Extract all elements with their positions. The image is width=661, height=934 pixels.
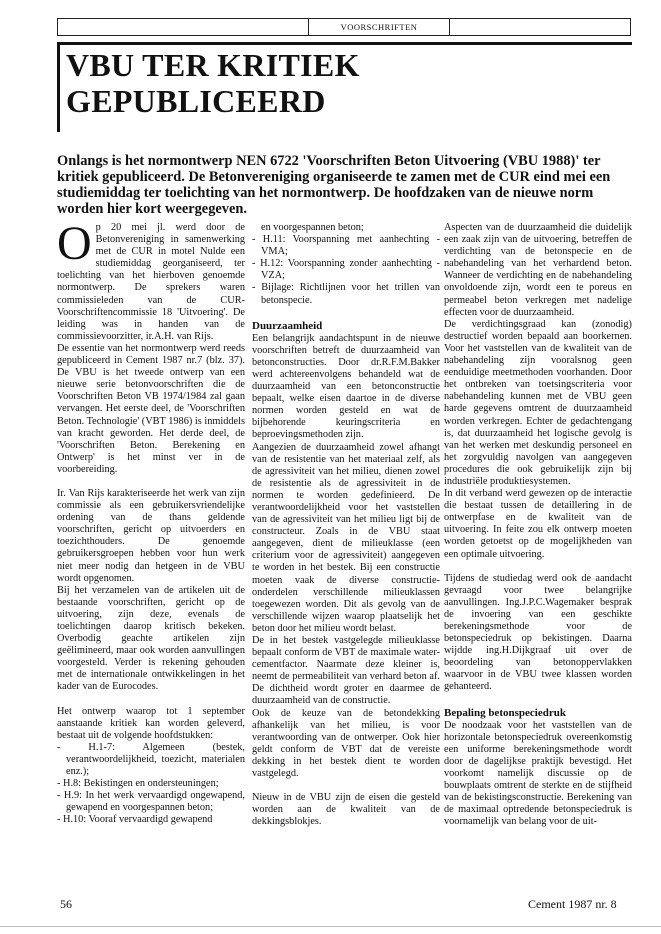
paragraph: De essentie van het normontwerp werd reeds gepubliceerd in Cement 1987 nr.7 (blz. 37). De VBU is het tweede ontwerp van een nieuwe serie betonvoorschriften die de Voorschriften Beton VB 1974/1984 zal gaan vervangen. Het eerste deel, de 'Voorschriften Beton. Technologie' (VBT 1986) is inmiddels van kracht geworden. Het derde deel, de 'Voorschriften Beton. Berekening en Ontwerp' is het minst ver in de voorbereiding. <box>57 342 245 475</box>
section-heading: Duurzaamheid <box>252 319 323 332</box>
bottom-rule <box>0 926 661 927</box>
paragraph: Een belangrijk aandachtspunt in de nieuwe voorschriften betreft de duurzaamheid van betonconstructies. Door dr.R.F.M.Bakker werd achtereenvolgens behandeld wat de duurzaamheid van een betonconstructie bepaalt, welke eisen daartoe in de diverse normen worden gesteld en wat de bijbehorende keuringscriteria en beproevingsmethoden zijn. <box>252 332 440 441</box>
list-continuation: en voorgespannen beton; <box>261 222 364 233</box>
list-item: - H.11: Voorspanning met aanhechting - VMA; <box>252 234 440 258</box>
chapter-list <box>57 742 245 827</box>
list-item: - Bijlage: Richtlijnen voor het trillen van betonspecie. <box>252 282 440 306</box>
lead-paragraph: Onlangs is het normontwerp NEN 6722 'Voorschriften Beton Uitvoering (VBU 1988)' ter kritiek gepubliceerd. De Betonvereniging organiseerde te zamen met de CUR eind mei een studiemiddag ter toelichting van het normontwerp. De hoofdzaken van de nieuwe norm worden hier kort weergegeven. <box>57 153 611 217</box>
title-line-2: GEPUBLICEERD <box>66 83 326 119</box>
paragraph: Nieuw in de VBU zijn de eisen die gesteld worden aan de kwaliteit van de dekkingsblokjes. <box>252 792 440 828</box>
paragraph: De noodzaak voor het vaststellen van de horizontale betonspeciedruk overeenkomstig een uniforme berekeningsmethode wordt door de dagelijkse praktijk bevestigd. Het voorkomt namelijk discussie op de bouwplaats omtrent de sterkte en de stijfheid van de bekistingsconstructie. Berekening van de maximaal optredende betonspeciedruk is voornamelijk van belang voor de uit- <box>444 719 632 828</box>
paragraph: In dit verband werd gewezen op de interactie die bestaat tussen de detaillering in de ontwerpfase en de kwaliteit van de uitvoering. In feite zou elk ontwerp moeten worden getoetst op de mogelijkheden van een optimale uitvoering. <box>444 488 632 560</box>
drop-cap: O <box>57 217 92 270</box>
paragraph: Bij het verzamelen van de artikelen uit de bestaande voorschriften, gericht op de uitvoering, zijn deze, evenals de toelichtingen daarop kritisch bekeken. Overbodig geachte artikelen zijn geëlimineerd, maar ook worden aanvullingen voorgesteld. Verder is rekening gehouden met de internationale ontwikkelingen in het kader van de Eurocodes. <box>57 584 245 693</box>
intro-paragraph <box>57 217 245 343</box>
list-item: - H.10: Vooraf vervaardigd gewapend <box>57 814 213 826</box>
column-3 <box>444 222 632 828</box>
article-title <box>57 42 632 132</box>
paragraph: Aspecten van de duurzaamheid die duidelijk een zaak zijn van de uitvoering, betreffen de verdichting van de betonspecie en de nabehandeling van het verhardend beton. Wanneer de verdichting en de nabehandeling onvoldoende zijn, wordt een te poreus en permeabel beton verkregen met nadelige effecten voor de duurzaamheid. <box>444 222 632 318</box>
list-item: - H.12: Voorspanning zonder aanhechting - VZA; <box>252 258 440 282</box>
paragraph: De in het bestek vastgelegde milieuklasse bepaalt conform de VBT de maximale water-cementfactor. Naarmate deze kleiner is, neemt de permeabiliteit van verhard beton af. De dichtheid wordt groter en daarmee de duurzaamheid van de constructie. <box>252 635 440 707</box>
paragraph: Aangezien de duurzaamheid zowel afhangt van de resistentie van het materiaal zelf, als de agressiviteit van het milieu, dienen zowel de resistentie als de agressiviteit in de normen te worden gedefinieerd. De verantwoordelijkheid voor het vaststellen van de agressiviteit van het milieu ligt bij de constructeur. Zoals in de VBU staat aangegeven, dient de milieuklasse (een criterium voor de agressiviteit) aangegeven te worden in het bestek. Bij een constructie moeten vaak de diverse constructie-onderdelen verschillende milieuklassen toegewezen worden. Dit als gevolg van de verschillende wijzen waarop plaatselijk het beton door het milieu wordt belast. <box>252 441 440 634</box>
section-heading: Bepaling betonspeciedruk <box>444 706 566 719</box>
paragraph: Ir. Van Rijs karakteriseerde het werk van zijn commissie als een gebruikersvriendelijke ordening van de thans geldende voorschriften, gericht op uitvoerders en toezichthouders. De genoemde gebruikersgroepen hebben voor hun werk niet meer nodig dan hetgeen in de VBU wordt opgenomen. <box>57 487 245 584</box>
intro-text: p 20 mei jl. werd door de Betonvereniging in samenwerking met de CUR in motel Nulde een studiemiddag georganiseerd, ter toelichting van het hierboven genoemde normontwerp. De sprekers waren commissieleden van de CUR-Voorschriftencommissie 18 'Uitvoering'. De leiding was in handen van de commissievoorzitter, ir.A.H. van Rijs. <box>57 222 245 342</box>
paragraph: Tijdens de studiedag werd ook de aandacht gevraagd voor twee belangrijke aanvullingen. Ing.J.P.C.Wagemaker besprak de invoering van een geschikte berekeningsmethode voor de betonspeciedruk op bekistingen. Daarna wijdde ing.H.Dijkgraaf uit over de beoordeling van betonoppervlakken waarvoor in de VBU twee klassen worden gehanteerd. <box>444 572 632 693</box>
chapter-list-cont <box>252 234 440 307</box>
paragraph: De verdichtingsgraad kan (zonodig) destructief worden bepaald aan boorkernen. Voor het vaststellen van de kwaliteit van de nabehandeling zijn vooralsnog geen eenduidige meetmethoden voorhanden. Door het ontbreken van toetsingscriteria voor nabehandeling kunnen met de VBU geen harde gegevens omtrent de duurzaamheid worden verkregen. Echter de gedachtengang is, dat duurzaamheid het logische gevolg is van het werken met deskundig personeel en het zorgvuldig navolgen van aangegeven procedures die ook gebruikelijk zijn bij industriële produktiesystemen. <box>444 318 632 487</box>
paragraph: Ook de keuze van de betondekking afhankelijk van het milieu, is voor verantwoording van de ontwerper. Ook hier geldt conform de VBT dat de vereiste dekking in het bestek dient te worden vastgelegd. <box>252 707 440 780</box>
paragraph: Het ontwerp waarop tot 1 september aanstaande kritiek kan worden geleverd, bestaat uit de volgende hoofdstukken: <box>57 705 245 741</box>
publication-source: Cement 1987 nr. 8 <box>528 897 617 911</box>
title-line-1: VBU TER KRITIEK <box>66 47 360 83</box>
column-2 <box>252 222 440 828</box>
section-label: VOORSCHRIFTEN <box>308 19 450 35</box>
list-item: - H.8: Bekistingen en ondersteuningen; <box>57 778 219 790</box>
list-item: - H.1-7: Algemeen (bestek, verantwoordelijkheid, toezicht, materialen enz.); <box>57 741 245 778</box>
page-number: 56 <box>60 897 72 911</box>
column-1 <box>57 217 245 827</box>
section-header-bar <box>57 18 631 36</box>
list-item: - H.9: In het werk vervaardigd ongewapend, gewapend en voorgespannen beton; <box>57 790 245 814</box>
